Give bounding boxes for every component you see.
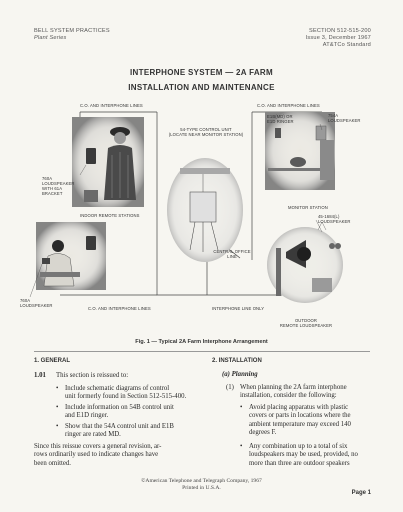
wall-phone-icon: [86, 236, 96, 250]
label-indoor-remote: INDOOR REMOTE STATIONS: [80, 213, 140, 218]
bullet-marker: •: [56, 404, 59, 411]
figure-caption: Fig. 1 — Typical 2A Farm Interphone Arrangement: [135, 339, 268, 345]
outdoor-loudspeaker-vignette: [267, 222, 343, 303]
label-central-office: CENTRAL OFFICE LINE: [213, 249, 251, 259]
header-left-line: BELL SYSTEM PRACTICES: [34, 28, 110, 34]
document-subtitle: INSTALLATION AND MAINTENANCE: [128, 83, 275, 92]
label-loudspeaker-bracket: 760A LOUDSPEAKER WITH 61A BRACKET: [42, 176, 75, 196]
page-number: Page 1: [351, 490, 371, 496]
label-interphone-only: INTERPHONE LINE ONLY: [212, 306, 265, 311]
bullet-marker: •: [240, 404, 243, 411]
label-monitor-station: MONITOR STATION: [288, 205, 328, 210]
wall-phone-icon: [86, 148, 96, 164]
label-co-lines-bottom: C.O. AND INTERPHONE LINES: [88, 306, 151, 311]
list-item: Include information on 54B control unit and E1D ringer.: [65, 404, 174, 420]
control-unit-vignette: [167, 158, 243, 262]
loudspeaker-icon: [316, 126, 326, 140]
closing-paragraph: Since this reissue covers a general revision, ar- rows ordinarily used to indicate changes have been omitted.: [34, 443, 162, 467]
list-item: Show that the 54A control unit and E1B ringer are rated MD.: [65, 423, 174, 439]
header-left-line: Plant Series: [34, 35, 67, 41]
document-title: INTERPHONE SYSTEM — 2A FARM: [130, 68, 273, 77]
divider: [34, 351, 370, 352]
list-item: Include schematic diagrams of control unit formerly found in Section 512-515-400.: [65, 385, 187, 401]
loudspeaker-icon: [42, 258, 50, 264]
list-item: Avoid placing apparatus with plastic covers or parts in locations where the ambient temperature may exceed 140 degrees F.: [249, 404, 351, 437]
label-760a-loudspeaker: 760A LOUDSPEAKER: [20, 298, 53, 308]
label-45-loudspeaker: 45-1684(L) LOUDSPEAKER: [318, 214, 351, 224]
desk-phone-icon: [290, 157, 306, 167]
control-unit-icon: [190, 192, 216, 222]
item-number: (1): [226, 384, 234, 391]
sub-heading-planning: (a) Planning: [222, 371, 258, 378]
para-intro: This section is reissued to:: [56, 372, 129, 379]
list-item: Any combination up to a total of six loudspeakers may be used, provided, no more than three are outdoor speakers: [249, 443, 358, 467]
item-text: When planning the 2A farm interphone installation, consider the following:: [240, 384, 347, 400]
label-co-lines-right: C.O. AND INTERPHONE LINES: [257, 103, 320, 108]
label-ringer: E1B(MD) OR E1D RINGER: [267, 114, 294, 124]
para-number: 1.01: [34, 372, 46, 379]
ringer-icon: [275, 128, 281, 138]
bullet-marker: •: [240, 443, 243, 450]
bullet-marker: •: [56, 423, 59, 430]
label-co-lines-left: C.O. AND INTERPHONE LINES: [80, 103, 143, 108]
indoor-station-vignette-bottom: [36, 222, 106, 290]
issue-date: Issue 3, December 1967: [305, 35, 371, 41]
indoor-station-vignette-top: [72, 117, 144, 207]
copyright-footer: ©American Telephone and Telegraph Company, 1967 Printed in U.S.A.: [141, 478, 262, 491]
bullet-marker: •: [56, 385, 59, 392]
label-outdoor-remote: OUTDOOR REMOTE LOUDSPEAKER: [279, 318, 333, 328]
section-heading-installation: 2. INSTALLATION: [212, 358, 262, 364]
label-control-unit: 54-TYPE CONTROL UNIT (LOCATE NEAR MONITOR STATION): [168, 127, 244, 137]
label-754a-loudspeaker: 754A LOUDSPEAKER: [328, 113, 361, 123]
section-number: SECTION 512-515-200: [309, 28, 371, 34]
section-heading-general: 1. GENERAL: [34, 358, 71, 364]
standard-label: AT&TCo Standard: [322, 42, 371, 48]
